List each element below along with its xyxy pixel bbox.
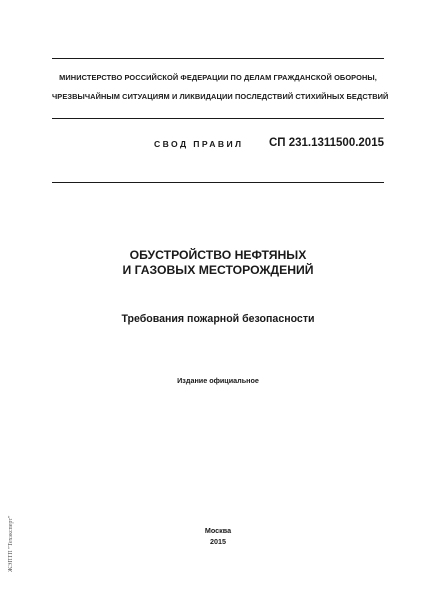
top-divider (52, 58, 384, 59)
title-line-1: ОБУСТРОЙСТВО НЕФТЯНЫХ (129, 248, 307, 262)
ministry-header (52, 68, 389, 106)
imprint-city: Москва (204, 526, 232, 535)
middle-divider (52, 118, 384, 119)
ministry-line-2: ЧРЕЗВЫЧАЙНЫМ СИТУАЦИЯМ И ЛИКВИДАЦИИ ПОСЛЕДСТВИЙ СТИХИЙНЫХ БЕДСТВИЙ (52, 92, 389, 101)
imprint-year: 2015 (210, 537, 226, 546)
edition-note: Издание официальное (177, 376, 259, 385)
lower-divider (52, 182, 384, 183)
document-title (52, 248, 384, 278)
title-line-2: И ГАЗОВЫХ МЕСТОРОЖДЕНИЙ (122, 263, 314, 277)
ministry-line-1: МИНИСТЕРСТВО РОССИЙСКОЙ ФЕДЕРАЦИИ ПО ДЕЛАМ ГРАЖДАНСКОЙ ОБОРОНЫ, (59, 73, 377, 82)
code-label: СВОД ПРАВИЛ (154, 139, 244, 149)
document-subtitle: Требования пожарной безопасности (121, 313, 315, 325)
code-number: СП 231.1311500.2015 (268, 137, 384, 149)
imprint (52, 525, 384, 547)
code-row (52, 138, 384, 154)
side-watermark: ЖЭПТП "Техэксперт" (8, 515, 14, 572)
